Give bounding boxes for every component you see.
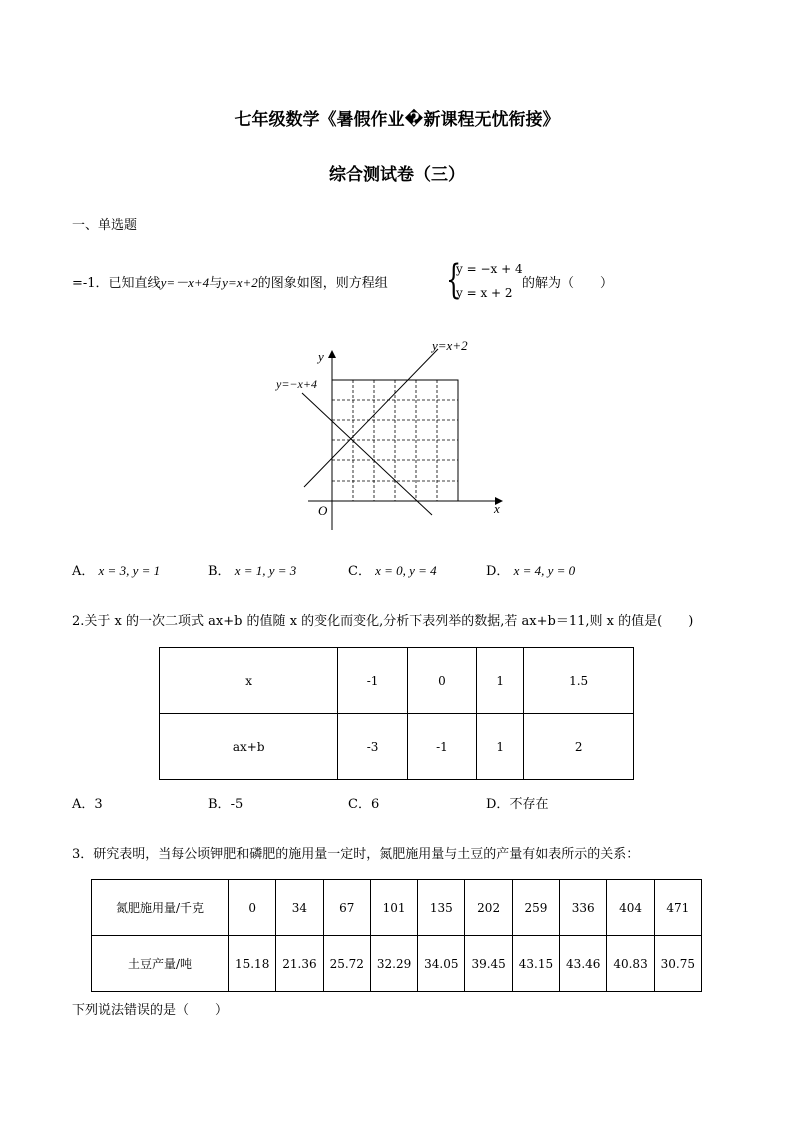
q3-after: 下列说法错误的是（ ） (72, 1003, 229, 1018)
q1-line2: y=x+2 (222, 275, 258, 290)
table-cell: 0 (229, 880, 276, 936)
table-cell: 25.72 (323, 936, 370, 992)
table-cell: 15.18 (229, 936, 276, 992)
q1-line1: y=－x+4 (160, 275, 210, 290)
q1-suffix: 的图象如图，则方程组 (257, 276, 388, 291)
table-cell: 43.15 (512, 936, 559, 992)
q2-option-b[interactable] (208, 793, 243, 812)
option-text: 不存在 (509, 797, 549, 812)
q1-option-c[interactable] (348, 560, 437, 579)
table-cell: ax+b (160, 714, 338, 780)
table-cell: 135 (418, 880, 465, 936)
option-text: x = 0, y = 4 (375, 563, 437, 578)
q2-option-a[interactable] (72, 793, 103, 812)
q1-graph-figure (270, 335, 510, 535)
page-title: 七年级数学《暑假作业�新课程无忧衔接》 (234, 110, 560, 130)
table-row (92, 880, 702, 936)
option-letter: C． (348, 564, 371, 579)
option-letter: B． (208, 564, 231, 579)
table-cell: 21.36 (276, 936, 323, 992)
table-row (92, 936, 702, 992)
option-letter: C． (348, 797, 371, 812)
section-label: 一、单选题 (72, 218, 138, 233)
q1-system-brace: { (446, 257, 462, 303)
option-letter: A． (72, 564, 95, 579)
table-cell: 30.75 (654, 936, 701, 992)
table-cell: 氮肥施用量/千克 (92, 880, 229, 936)
option-letter: D． (486, 797, 510, 812)
line-y-neg-x-plus-4 (302, 393, 432, 515)
page-subtitle: 综合测试卷（三） (329, 165, 465, 185)
table-cell: 101 (370, 880, 417, 936)
origin-label: O (318, 503, 328, 518)
table-cell: -1 (338, 648, 407, 714)
option-text: x = 4, y = 0 (513, 563, 576, 578)
table-cell: x (160, 648, 338, 714)
q1-option-a[interactable] (72, 560, 160, 579)
q2-table (159, 647, 634, 780)
table-cell: 1 (477, 714, 524, 780)
table-cell: 43.46 (560, 936, 607, 992)
axis-y-label: y (318, 349, 324, 364)
table-cell: 259 (512, 880, 559, 936)
table-cell: 471 (654, 880, 701, 936)
option-letter: D． (486, 564, 510, 579)
q1-eq1: y = −x + 4 (456, 262, 523, 276)
label-line1: y=x+2 (432, 338, 468, 353)
axis-x-label: x (494, 501, 500, 516)
q2-option-d[interactable] (486, 793, 548, 812)
option-text: -5 (230, 797, 244, 812)
option-letter: B． (208, 797, 231, 812)
table-cell: 34.05 (418, 936, 465, 992)
q1-option-b[interactable] (208, 560, 296, 579)
grid-lines (332, 380, 458, 501)
q1-mid: 与 (209, 276, 223, 291)
option-letter: A． (72, 797, 95, 812)
table-cell: 34 (276, 880, 323, 936)
option-text: x = 3, y = 1 (98, 563, 161, 578)
q1-eq2: y = x + 2 (456, 286, 513, 300)
q3-table (91, 879, 702, 992)
table-cell: 40.83 (607, 936, 654, 992)
q2-stem: 2.关于 x 的一次二项式 ax+b 的值随 x 的变化而变化,分析下表列举的数据,若 ax+b＝11,则 x 的值是( ) (72, 614, 694, 629)
table-cell: 32.29 (370, 936, 417, 992)
table-row (160, 648, 634, 714)
table-cell: -3 (338, 714, 407, 780)
q3-stem: 3．研究表明，当每公顷钾肥和磷肥的施用量一定时，氮肥施用量与土豆的产量有如表所示的关系： (72, 847, 640, 862)
line-y-x-plus-2 (304, 349, 438, 487)
table-cell: 202 (465, 880, 512, 936)
q1-end: 的解为（ ） (522, 276, 614, 291)
q1-prefix: =-1．已知直线 (72, 276, 161, 291)
q1-stem (72, 272, 388, 291)
option-text: 6 (370, 797, 380, 812)
table-cell: 67 (323, 880, 370, 936)
table-cell: 1.5 (524, 648, 634, 714)
table-cell: 1 (477, 648, 524, 714)
q2-option-c[interactable] (348, 793, 379, 812)
table-row (160, 714, 634, 780)
table-cell: 0 (407, 648, 476, 714)
table-cell: 土豆产量/吨 (92, 936, 229, 992)
option-text: x = 1, y = 3 (234, 563, 297, 578)
table-cell: 336 (560, 880, 607, 936)
table-cell: -1 (407, 714, 476, 780)
table-cell: 2 (524, 714, 634, 780)
q1-option-d[interactable] (486, 560, 575, 579)
table-cell: 39.45 (465, 936, 512, 992)
label-line2: y=−x+4 (276, 377, 317, 391)
table-cell: 404 (607, 880, 654, 936)
option-text: 3 (94, 797, 103, 812)
